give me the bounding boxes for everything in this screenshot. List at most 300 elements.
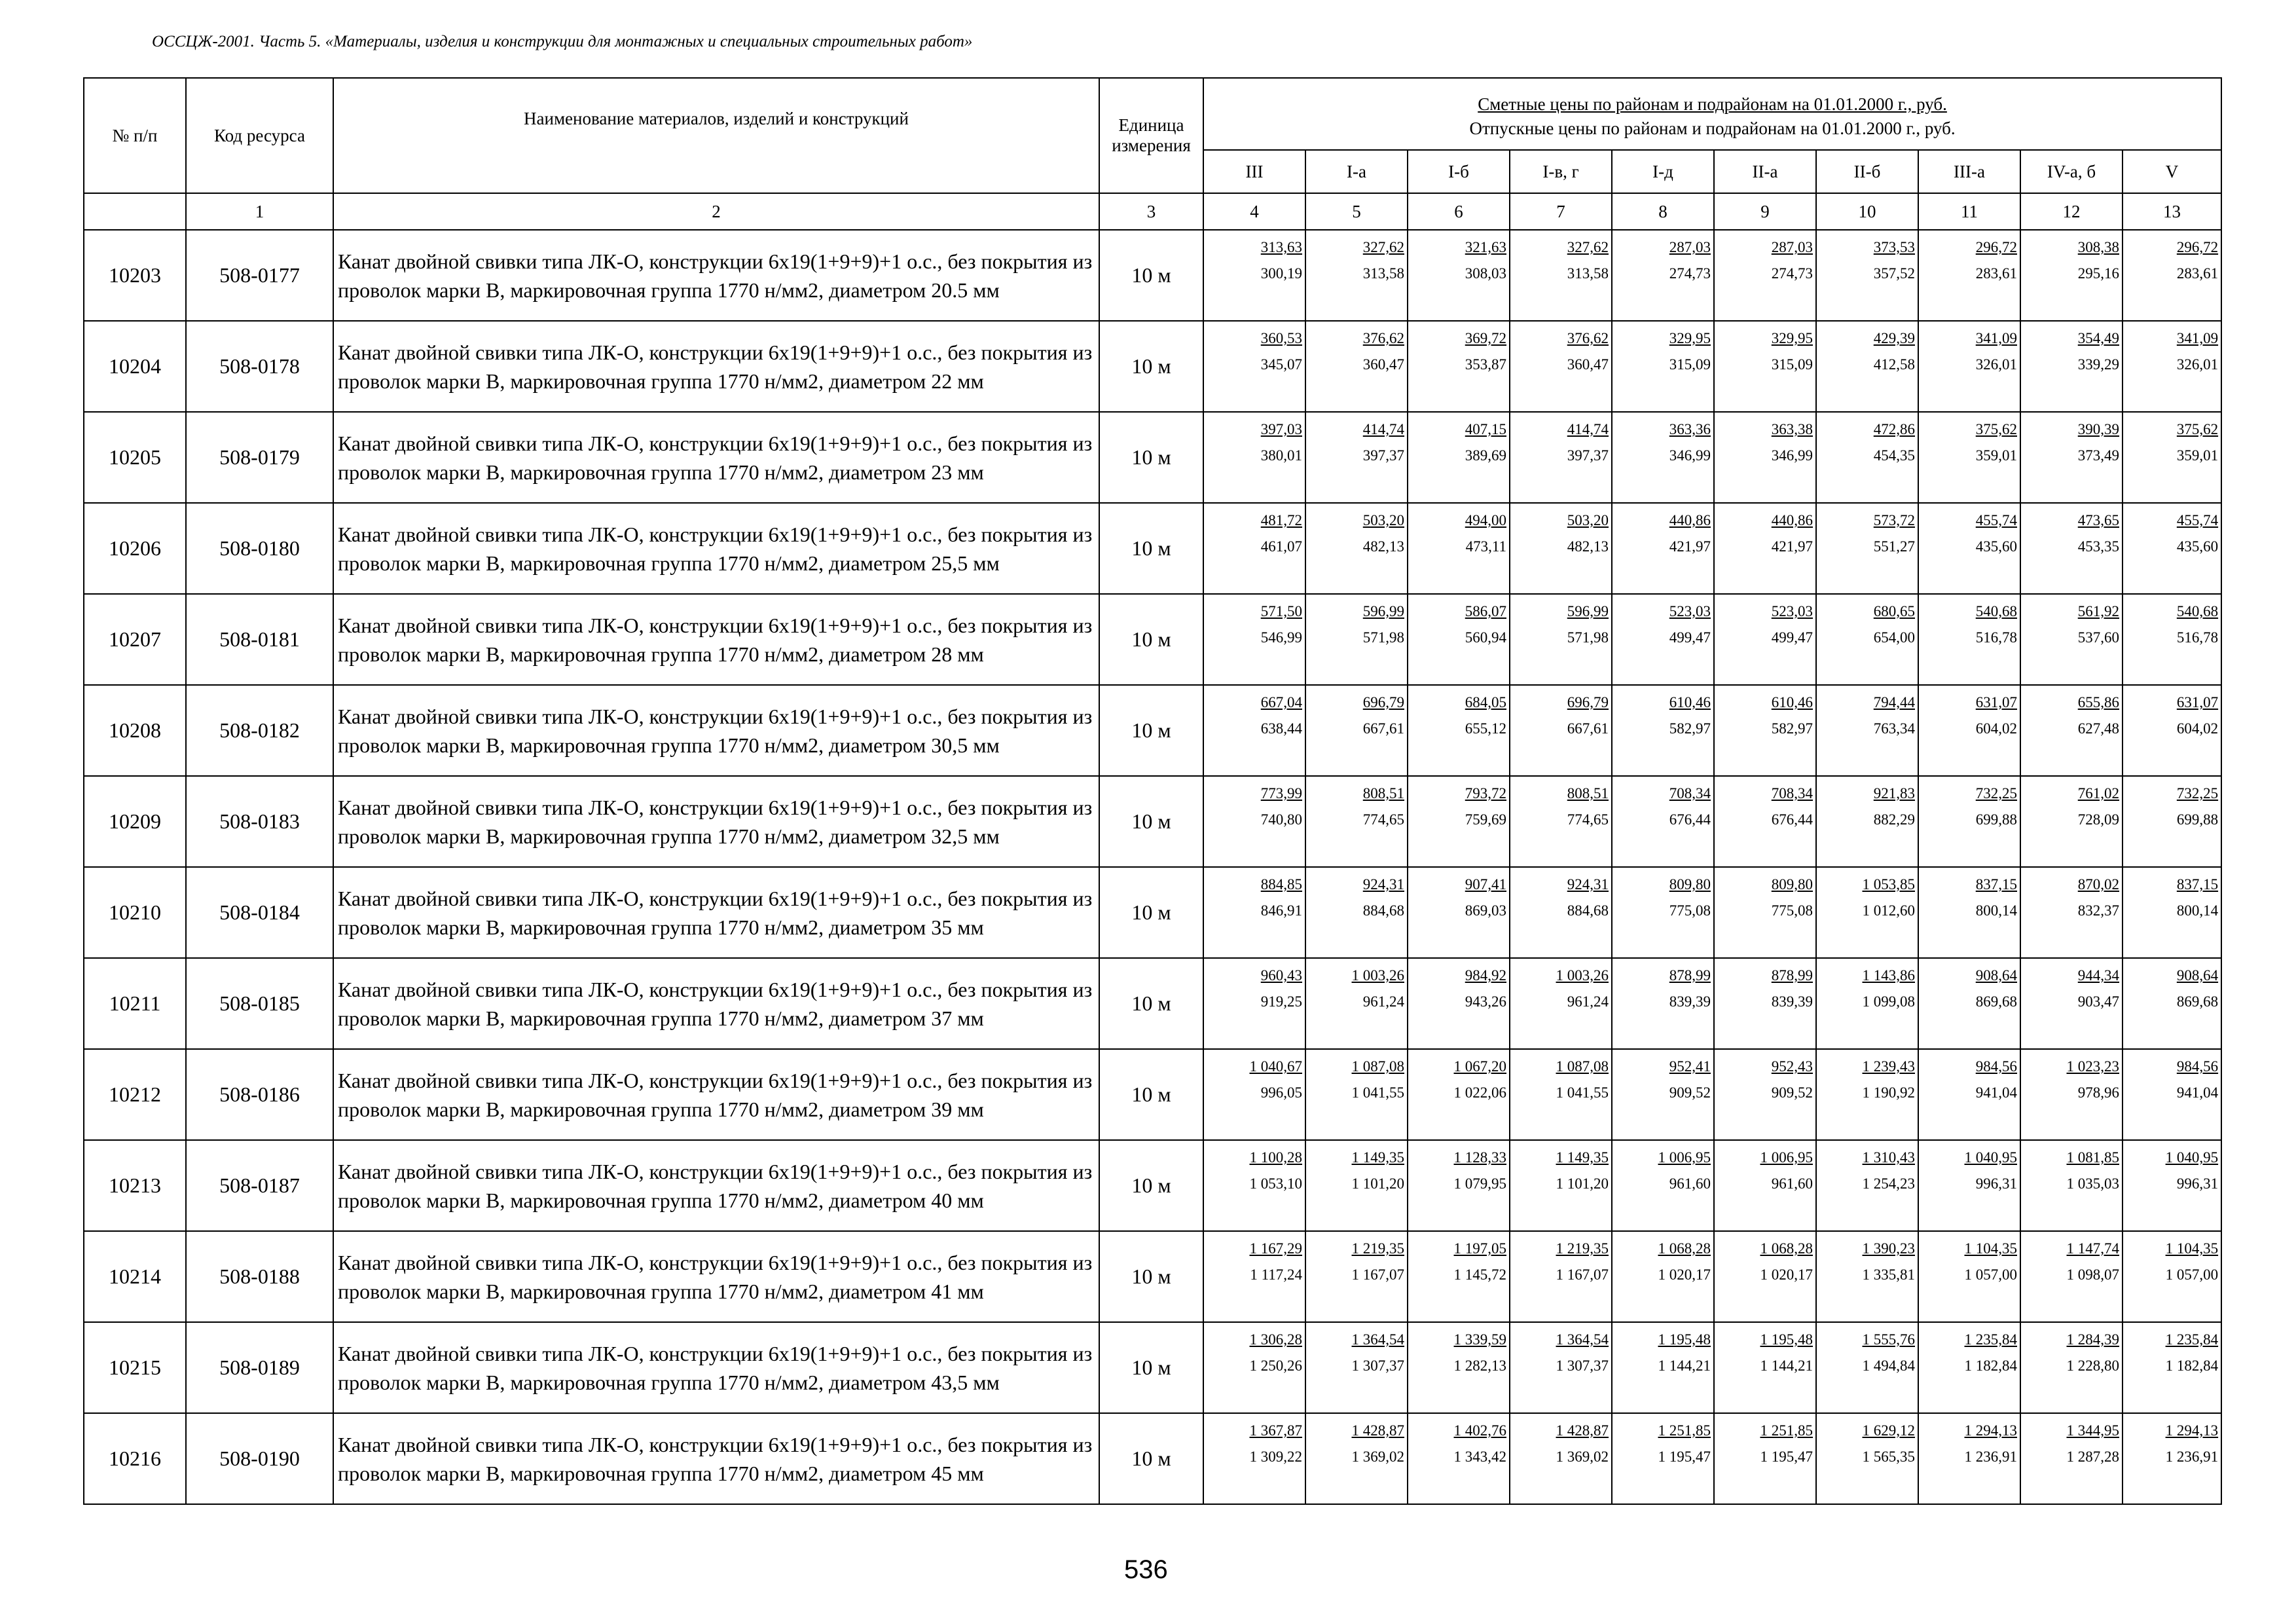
release-price: 1 145,72 bbox=[1453, 1266, 1506, 1283]
resource-code: 508-0181 bbox=[186, 594, 333, 685]
table-row bbox=[84, 412, 2221, 503]
unit: 10 м bbox=[1099, 1049, 1203, 1140]
estimate-price: 761,02 bbox=[2077, 785, 2119, 802]
release-price: 1 099,08 bbox=[1862, 993, 1915, 1010]
row-number: 10206 bbox=[84, 503, 186, 594]
price-cell bbox=[1816, 1322, 1918, 1413]
price-cell bbox=[2020, 776, 2123, 867]
estimate-price: 440,86 bbox=[1669, 512, 1711, 528]
price-cell bbox=[1408, 685, 1510, 776]
estimate-price: 287,03 bbox=[1771, 239, 1813, 255]
material-name: Канат двойной свивки типа ЛК-О, конструкции 6х19(1+9+9)+1 о.с., без покрытия из проволок марки В, маркировочная группа 1770 н/мм2, диаметром 37 мм bbox=[333, 958, 1099, 1049]
estimate-price: 1 087,08 bbox=[1351, 1058, 1404, 1075]
price-cell bbox=[1305, 685, 1408, 776]
price-cell bbox=[1612, 685, 1714, 776]
region-header: I-в, г bbox=[1510, 150, 1612, 193]
price-cell bbox=[1305, 1049, 1408, 1140]
estimate-price: 308,38 bbox=[2077, 239, 2119, 255]
release-price: 571,98 bbox=[1362, 629, 1404, 646]
estimate-price: 1 629,12 bbox=[1862, 1422, 1915, 1439]
release-price: 839,39 bbox=[1771, 993, 1813, 1010]
price-cell bbox=[2020, 1049, 2123, 1140]
estimate-price: 1 104,35 bbox=[1964, 1240, 2017, 1257]
release-price: 274,73 bbox=[1669, 265, 1711, 282]
estimate-price: 354,49 bbox=[2077, 330, 2119, 346]
price-cell bbox=[1305, 1322, 1408, 1413]
estimate-price: 808,51 bbox=[1362, 785, 1404, 802]
release-price: 516,78 bbox=[1975, 629, 2017, 646]
price-cell bbox=[1408, 594, 1510, 685]
price-cell bbox=[1203, 503, 1305, 594]
table-body bbox=[84, 230, 2221, 1504]
price-cell bbox=[1918, 867, 2020, 958]
price-cell bbox=[1816, 503, 1918, 594]
release-price: 1 250,26 bbox=[1249, 1357, 1302, 1374]
price-cell bbox=[1408, 230, 1510, 321]
release-price: 1 254,23 bbox=[1862, 1175, 1915, 1192]
estimate-price: 908,64 bbox=[1975, 967, 2017, 984]
region-header: III-а bbox=[1918, 150, 2020, 193]
release-price: 1 565,35 bbox=[1862, 1449, 1915, 1465]
table-row bbox=[84, 1231, 2221, 1322]
resource-code: 508-0183 bbox=[186, 776, 333, 867]
estimate-price: 1 339,59 bbox=[1453, 1331, 1506, 1348]
release-price: 869,03 bbox=[1465, 902, 1506, 919]
price-cell bbox=[1510, 1140, 1612, 1231]
price-cell bbox=[1612, 503, 1714, 594]
estimate-price: 373,53 bbox=[1873, 239, 1915, 255]
price-cell bbox=[2020, 1322, 2123, 1413]
row-number: 10215 bbox=[84, 1322, 186, 1413]
release-price: 1 236,91 bbox=[2165, 1449, 2219, 1465]
release-price: 961,60 bbox=[1669, 1175, 1711, 1192]
estimate-price: 540,68 bbox=[1975, 603, 2017, 619]
price-cell bbox=[1612, 230, 1714, 321]
col-header-name: Наименование материалов, изделий и конструкций bbox=[333, 78, 1099, 193]
estimate-price: 1 087,08 bbox=[1556, 1058, 1609, 1075]
unit: 10 м bbox=[1099, 776, 1203, 867]
estimate-price: 793,72 bbox=[1465, 785, 1506, 802]
price-cell bbox=[2020, 1231, 2123, 1322]
unit: 10 м bbox=[1099, 1140, 1203, 1231]
material-name: Канат двойной свивки типа ЛК-О, конструкции 6х19(1+9+9)+1 о.с., без покрытия из проволок марки В, маркировочная группа 1770 н/мм2, диаметром 28 мм bbox=[333, 594, 1099, 685]
release-price: 1 195,47 bbox=[1760, 1449, 1813, 1465]
price-cell bbox=[1612, 1322, 1714, 1413]
release-price: 389,69 bbox=[1465, 447, 1506, 464]
release-price: 1 494,84 bbox=[1862, 1357, 1915, 1374]
material-name: Канат двойной свивки типа ЛК-О, конструкции 6х19(1+9+9)+1 о.с., без покрытия из проволок марки В, маркировочная группа 1770 н/мм2, диаметром 22 мм bbox=[333, 321, 1099, 412]
release-price: 313,58 bbox=[1362, 265, 1404, 282]
estimate-price: 1 310,43 bbox=[1862, 1149, 1915, 1166]
price-cell bbox=[1408, 1322, 1510, 1413]
price-cell bbox=[1816, 230, 1918, 321]
estimate-price: 1 364,54 bbox=[1351, 1331, 1404, 1348]
price-cell bbox=[2020, 685, 2123, 776]
estimate-price: 631,07 bbox=[1975, 694, 2017, 710]
column-number: 7 bbox=[1510, 193, 1612, 230]
estimate-price: 908,64 bbox=[2176, 967, 2219, 984]
estimate-price: 655,86 bbox=[2077, 694, 2119, 710]
material-name: Канат двойной свивки типа ЛК-О, конструкции 6х19(1+9+9)+1 о.с., без покрытия из проволок марки В, маркировочная группа 1770 н/мм2, диаметром 35 мм bbox=[333, 867, 1099, 958]
estimate-price: 429,39 bbox=[1873, 330, 1915, 346]
material-name: Канат двойной свивки типа ЛК-О, конструкции 6х19(1+9+9)+1 о.с., без покрытия из проволок марки В, маркировочная группа 1770 н/мм2, диаметром 43,5 мм bbox=[333, 1322, 1099, 1413]
estimate-price: 924,31 bbox=[1362, 876, 1404, 893]
price-cell bbox=[1510, 1413, 1612, 1504]
release-price: 1 057,00 bbox=[2165, 1266, 2219, 1283]
price-cell bbox=[1816, 1140, 1918, 1231]
release-price: 604,02 bbox=[2176, 720, 2219, 737]
price-cell bbox=[1714, 230, 1816, 321]
row-number: 10211 bbox=[84, 958, 186, 1049]
row-number: 10207 bbox=[84, 594, 186, 685]
price-cell bbox=[1408, 412, 1510, 503]
table-row bbox=[84, 1049, 2221, 1140]
unit: 10 м bbox=[1099, 1231, 1203, 1322]
price-cell bbox=[1816, 1413, 1918, 1504]
estimate-price: 1 219,35 bbox=[1351, 1240, 1404, 1257]
column-number: 1 bbox=[186, 193, 333, 230]
release-price: 326,01 bbox=[2176, 356, 2219, 373]
row-number: 10208 bbox=[84, 685, 186, 776]
release-price: 1 020,17 bbox=[1658, 1266, 1711, 1283]
release-price: 339,29 bbox=[2077, 356, 2119, 373]
material-name: Канат двойной свивки типа ЛК-О, конструкции 6х19(1+9+9)+1 о.с., без покрытия из проволок марки В, маркировочная группа 1770 н/мм2, диаметром 23 мм bbox=[333, 412, 1099, 503]
price-cell bbox=[1203, 776, 1305, 867]
release-price: 832,37 bbox=[2077, 902, 2119, 919]
release-price: 397,37 bbox=[1567, 447, 1609, 464]
price-cell bbox=[1305, 321, 1408, 412]
col-header-code: Код ресурса bbox=[186, 78, 333, 193]
release-price: 882,29 bbox=[1873, 811, 1915, 828]
release-price: 903,47 bbox=[2077, 993, 2119, 1010]
estimate-price: 794,44 bbox=[1873, 694, 1915, 710]
release-price: 676,44 bbox=[1771, 811, 1813, 828]
row-number: 10216 bbox=[84, 1413, 186, 1504]
release-price: 546,99 bbox=[1260, 629, 1302, 646]
release-price: 582,97 bbox=[1669, 720, 1711, 737]
price-cell bbox=[2123, 321, 2221, 412]
price-cell bbox=[1714, 1140, 1816, 1231]
price-cell bbox=[1203, 1049, 1305, 1140]
table-row bbox=[84, 230, 2221, 321]
price-cell bbox=[1305, 230, 1408, 321]
estimate-price: 561,92 bbox=[2077, 603, 2119, 619]
release-price: 1 307,37 bbox=[1351, 1357, 1404, 1374]
estimate-price: 363,38 bbox=[1771, 421, 1813, 437]
estimate-price: 708,34 bbox=[1669, 785, 1711, 802]
release-price: 560,94 bbox=[1465, 629, 1506, 646]
estimate-price: 586,07 bbox=[1465, 603, 1506, 619]
estimate-price: 809,80 bbox=[1669, 876, 1711, 893]
estimate-price: 610,46 bbox=[1771, 694, 1813, 710]
price-cell bbox=[2123, 1413, 2221, 1504]
estimate-price: 369,72 bbox=[1465, 330, 1506, 346]
release-price: 1 035,03 bbox=[2066, 1175, 2119, 1192]
unit: 10 м bbox=[1099, 867, 1203, 958]
release-price: 774,65 bbox=[1567, 811, 1609, 828]
estimate-price: 680,65 bbox=[1873, 603, 1915, 619]
price-table bbox=[83, 77, 2222, 1505]
estimate-price: 540,68 bbox=[2176, 603, 2219, 619]
resource-code: 508-0187 bbox=[186, 1140, 333, 1231]
price-cell bbox=[1918, 776, 2020, 867]
release-price: 1 309,22 bbox=[1249, 1449, 1302, 1465]
material-name: Канат двойной свивки типа ЛК-О, конструкции 6х19(1+9+9)+1 о.с., без покрытия из проволок марки В, маркировочная группа 1770 н/мм2, диаметром 20.5 мм bbox=[333, 230, 1099, 321]
material-name: Канат двойной свивки типа ЛК-О, конструкции 6х19(1+9+9)+1 о.с., без покрытия из проволок марки В, маркировочная группа 1770 н/мм2, диаметром 39 мм bbox=[333, 1049, 1099, 1140]
release-price: 435,60 bbox=[1975, 538, 2017, 555]
resource-code: 508-0185 bbox=[186, 958, 333, 1049]
price-cell bbox=[1305, 503, 1408, 594]
price-cell bbox=[2123, 776, 2221, 867]
estimate-price: 944,34 bbox=[2077, 967, 2119, 984]
release-price: 499,47 bbox=[1669, 629, 1711, 646]
price-cell bbox=[1203, 867, 1305, 958]
column-number: 5 bbox=[1305, 193, 1408, 230]
price-cell bbox=[1203, 1413, 1305, 1504]
release-price: 759,69 bbox=[1465, 811, 1506, 828]
unit: 10 м bbox=[1099, 594, 1203, 685]
estimate-price: 1 040,95 bbox=[1964, 1149, 2017, 1166]
table-row bbox=[84, 1322, 2221, 1413]
estimate-price: 884,85 bbox=[1260, 876, 1302, 893]
price-cell bbox=[2020, 1413, 2123, 1504]
column-number: 9 bbox=[1714, 193, 1816, 230]
release-price: 1 190,92 bbox=[1862, 1084, 1915, 1101]
estimate-price: 1 023,23 bbox=[2066, 1058, 2119, 1075]
release-price: 846,91 bbox=[1260, 902, 1302, 919]
price-cell bbox=[2020, 503, 2123, 594]
release-price: 454,35 bbox=[1873, 447, 1915, 464]
release-price: 800,14 bbox=[2176, 902, 2219, 919]
release-price: 346,99 bbox=[1771, 447, 1813, 464]
page-number: 536 bbox=[1124, 1555, 1168, 1584]
estimate-price: 870,02 bbox=[2077, 876, 2119, 893]
release-price: 775,08 bbox=[1771, 902, 1813, 919]
release-price: 919,25 bbox=[1260, 993, 1302, 1010]
release-price: 604,02 bbox=[1975, 720, 2017, 737]
estimate-price: 1 003,26 bbox=[1556, 967, 1609, 984]
estimate-price: 808,51 bbox=[1567, 785, 1609, 802]
row-number: 10204 bbox=[84, 321, 186, 412]
price-cell bbox=[1510, 685, 1612, 776]
estimate-price: 313,63 bbox=[1260, 239, 1302, 255]
price-cell bbox=[1510, 1231, 1612, 1322]
price-cell bbox=[1510, 230, 1612, 321]
estimate-price: 1 367,87 bbox=[1249, 1422, 1302, 1439]
release-price: 283,61 bbox=[1975, 265, 2017, 282]
estimate-price: 1 006,95 bbox=[1760, 1149, 1813, 1166]
estimate-price: 1 167,29 bbox=[1249, 1240, 1302, 1257]
release-price: 482,13 bbox=[1567, 538, 1609, 555]
estimate-price: 1 197,05 bbox=[1453, 1240, 1506, 1257]
estimate-price: 523,03 bbox=[1771, 603, 1813, 619]
resource-code: 508-0184 bbox=[186, 867, 333, 958]
price-cell bbox=[1305, 1140, 1408, 1231]
region-header: I-д bbox=[1612, 150, 1714, 193]
price-cell bbox=[1510, 958, 1612, 1049]
price-cell bbox=[2123, 867, 2221, 958]
release-price: 1 343,42 bbox=[1453, 1449, 1506, 1465]
estimate-price: 984,56 bbox=[2176, 1058, 2219, 1075]
release-price: 308,03 bbox=[1465, 265, 1506, 282]
resource-code: 508-0186 bbox=[186, 1049, 333, 1140]
release-price: 453,35 bbox=[2077, 538, 2119, 555]
release-price: 1 167,07 bbox=[1351, 1266, 1404, 1283]
estimate-price: 440,86 bbox=[1771, 512, 1813, 528]
release-price: 943,26 bbox=[1465, 993, 1506, 1010]
prices-estimate-label: Сметные цены по районам и подрайонам на 01.01.2000 г., руб. bbox=[1478, 94, 1947, 114]
estimate-price: 573,72 bbox=[1873, 512, 1915, 528]
price-cell bbox=[2020, 867, 2123, 958]
estimate-price: 473,65 bbox=[2077, 512, 2119, 528]
material-name: Канат двойной свивки типа ЛК-О, конструкции 6х19(1+9+9)+1 о.с., без покрытия из проволок марки В, маркировочная группа 1770 н/мм2, диаметром 41 мм bbox=[333, 1231, 1099, 1322]
region-header: V bbox=[2123, 150, 2221, 193]
price-cell bbox=[1408, 1413, 1510, 1504]
estimate-price: 1 040,95 bbox=[2165, 1149, 2219, 1166]
column-number: 11 bbox=[1918, 193, 2020, 230]
resource-code: 508-0177 bbox=[186, 230, 333, 321]
release-price: 461,07 bbox=[1260, 538, 1302, 555]
estimate-price: 455,74 bbox=[2176, 512, 2219, 528]
release-price: 295,16 bbox=[2077, 265, 2119, 282]
estimate-price: 732,25 bbox=[2176, 785, 2219, 802]
price-cell bbox=[1714, 1322, 1816, 1413]
estimate-price: 1 143,86 bbox=[1862, 967, 1915, 984]
resource-code: 508-0189 bbox=[186, 1322, 333, 1413]
price-cell bbox=[1203, 412, 1305, 503]
price-cell bbox=[1408, 776, 1510, 867]
estimate-price: 341,09 bbox=[1975, 330, 2017, 346]
release-price: 869,68 bbox=[2176, 993, 2219, 1010]
release-price: 1 057,00 bbox=[1964, 1266, 2017, 1283]
release-price: 839,39 bbox=[1669, 993, 1711, 1010]
price-cell bbox=[2020, 1140, 2123, 1231]
col-header-unit-line1: Единица bbox=[1118, 115, 1184, 135]
price-cell bbox=[2123, 503, 2221, 594]
unit: 10 м bbox=[1099, 1322, 1203, 1413]
price-cell bbox=[1714, 412, 1816, 503]
release-price: 1 144,21 bbox=[1760, 1357, 1813, 1374]
unit: 10 м bbox=[1099, 230, 1203, 321]
estimate-price: 1 555,76 bbox=[1862, 1331, 1915, 1348]
estimate-price: 1 239,43 bbox=[1862, 1058, 1915, 1075]
estimate-price: 571,50 bbox=[1260, 603, 1302, 619]
price-cell bbox=[1510, 412, 1612, 503]
price-cell bbox=[1408, 1231, 1510, 1322]
price-cell bbox=[1714, 776, 1816, 867]
row-number: 10214 bbox=[84, 1231, 186, 1322]
release-price: 961,24 bbox=[1362, 993, 1404, 1010]
estimate-price: 1 235,84 bbox=[1964, 1331, 2017, 1348]
release-price: 978,96 bbox=[2077, 1084, 2119, 1101]
release-price: 1 369,02 bbox=[1351, 1449, 1404, 1465]
price-cell bbox=[1816, 776, 1918, 867]
release-price: 357,52 bbox=[1873, 265, 1915, 282]
release-price: 397,37 bbox=[1362, 447, 1404, 464]
estimate-price: 1 040,67 bbox=[1249, 1058, 1302, 1075]
price-cell bbox=[1714, 685, 1816, 776]
estimate-price: 984,92 bbox=[1465, 967, 1506, 984]
column-number-row bbox=[84, 193, 2221, 230]
resource-code: 508-0190 bbox=[186, 1413, 333, 1504]
release-price: 315,09 bbox=[1669, 356, 1711, 373]
table-row bbox=[84, 776, 2221, 867]
release-price: 1 012,60 bbox=[1862, 902, 1915, 919]
table-row bbox=[84, 867, 2221, 958]
release-price: 1 041,55 bbox=[1556, 1084, 1609, 1101]
release-price: 909,52 bbox=[1669, 1084, 1711, 1101]
release-price: 313,58 bbox=[1567, 265, 1609, 282]
price-cell bbox=[1203, 321, 1305, 412]
price-cell bbox=[1612, 1049, 1714, 1140]
release-price: 667,61 bbox=[1567, 720, 1609, 737]
material-name: Канат двойной свивки типа ЛК-О, конструкции 6х19(1+9+9)+1 о.с., без покрытия из проволок марки В, маркировочная группа 1770 н/мм2, диаметром 45 мм bbox=[333, 1413, 1099, 1504]
estimate-price: 1 003,26 bbox=[1351, 967, 1404, 984]
release-price: 412,58 bbox=[1873, 356, 1915, 373]
resource-code: 508-0180 bbox=[186, 503, 333, 594]
estimate-price: 1 235,84 bbox=[2165, 1331, 2219, 1348]
unit: 10 м bbox=[1099, 1413, 1203, 1504]
estimate-price: 375,62 bbox=[1975, 421, 2017, 437]
estimate-price: 984,56 bbox=[1975, 1058, 2017, 1075]
resource-code: 508-0179 bbox=[186, 412, 333, 503]
release-price: 1 101,20 bbox=[1556, 1175, 1609, 1192]
release-price: 537,60 bbox=[2077, 629, 2119, 646]
release-price: 909,52 bbox=[1771, 1084, 1813, 1101]
estimate-price: 924,31 bbox=[1567, 876, 1609, 893]
release-price: 582,97 bbox=[1771, 720, 1813, 737]
unit: 10 м bbox=[1099, 321, 1203, 412]
release-price: 326,01 bbox=[1975, 356, 2017, 373]
price-cell bbox=[2123, 594, 2221, 685]
release-price: 941,04 bbox=[2176, 1084, 2219, 1101]
release-price: 435,60 bbox=[2176, 538, 2219, 555]
price-cell bbox=[1203, 230, 1305, 321]
table-row bbox=[84, 685, 2221, 776]
release-price: 283,61 bbox=[2176, 265, 2219, 282]
price-cell bbox=[1918, 412, 2020, 503]
estimate-price: 1 284,39 bbox=[2066, 1331, 2119, 1348]
release-price: 996,31 bbox=[1975, 1175, 2017, 1192]
release-price: 1 228,80 bbox=[2066, 1357, 2119, 1374]
release-price: 1 101,20 bbox=[1351, 1175, 1404, 1192]
estimate-price: 1 219,35 bbox=[1556, 1240, 1609, 1257]
release-price: 1 182,84 bbox=[1964, 1357, 2017, 1374]
price-cell bbox=[1816, 594, 1918, 685]
price-cell bbox=[1510, 1322, 1612, 1413]
price-cell bbox=[1510, 867, 1612, 958]
release-price: 571,98 bbox=[1567, 629, 1609, 646]
release-price: 676,44 bbox=[1669, 811, 1711, 828]
estimate-price: 907,41 bbox=[1465, 876, 1506, 893]
table-row bbox=[84, 321, 2221, 412]
price-cell bbox=[1305, 867, 1408, 958]
price-cell bbox=[1203, 1140, 1305, 1231]
release-price: 1 195,47 bbox=[1658, 1449, 1711, 1465]
release-price: 516,78 bbox=[2176, 629, 2219, 646]
table-row bbox=[84, 1413, 2221, 1504]
estimate-price: 1 149,35 bbox=[1556, 1149, 1609, 1166]
estimate-price: 287,03 bbox=[1669, 239, 1711, 255]
price-cell bbox=[1714, 958, 1816, 1049]
price-cell bbox=[2123, 958, 2221, 1049]
release-price: 961,24 bbox=[1567, 993, 1609, 1010]
release-price: 353,87 bbox=[1465, 356, 1506, 373]
estimate-price: 667,04 bbox=[1260, 694, 1302, 710]
price-cell bbox=[1408, 503, 1510, 594]
price-cell bbox=[1612, 1231, 1714, 1322]
estimate-price: 1 128,33 bbox=[1453, 1149, 1506, 1166]
